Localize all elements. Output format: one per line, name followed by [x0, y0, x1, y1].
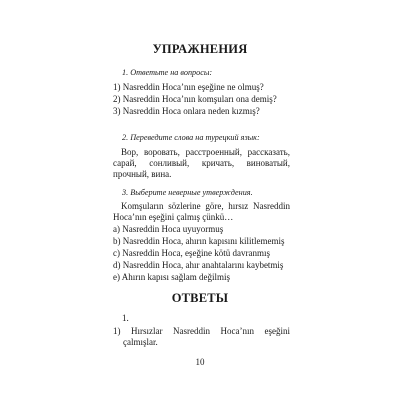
task2-instruction: 2. Переведите слова на турецкий язык:: [122, 133, 260, 142]
page-number: 10: [195, 357, 205, 367]
answer-item-1: 1) Hırsızlar Nasreddin Hoca’nın eşeğini çalmışlar.: [113, 326, 290, 347]
answers-label: 1.: [122, 313, 129, 323]
task3-option-a: a) Nasreddin Hoca uyuyormuş: [113, 224, 224, 234]
task3-option-e: e) Ahırın kapısı sağlam değilmiş: [113, 272, 230, 282]
task3-option-d: d) Nasreddin Hoca, ahır anahtalarını kaybetmiş: [113, 260, 284, 270]
task2-words: Вор, воровать, расстроенный, рассказать, сарай, сонливый, кричать, виноватый, прочный, вина.: [113, 147, 290, 179]
exercises-heading: УПРАЖНЕНИЯ: [152, 42, 248, 56]
task3-option-c: c) Nasreddin Hoca, eşeğine kötü davranmış: [113, 248, 270, 258]
task1-question-2: 2) Nasreddin Hoca’nın komşuları ona demiş?: [113, 94, 277, 104]
answers-heading: ОТВЕТЫ: [171, 291, 229, 305]
task1-instruction: 1. Ответьте на вопросы:: [122, 68, 213, 77]
task3-instruction: 3. Выберите неверные утверждения.: [122, 188, 253, 197]
task1-question-3: 3) Nasreddin Hoca onlara neden kızmış?: [113, 106, 260, 116]
task3-stem: Komşuların sözlerine göre, hırsız Nasreddin Hoca’nın eşeğini çalmış çünkü…: [113, 201, 290, 222]
task1-question-1: 1) Nasreddin Hoca’nın eşeğine ne olmuş?: [113, 82, 264, 92]
task3-option-b: b) Nasreddin Hoca, ahırın kapısını kilitlememiş: [113, 236, 285, 246]
